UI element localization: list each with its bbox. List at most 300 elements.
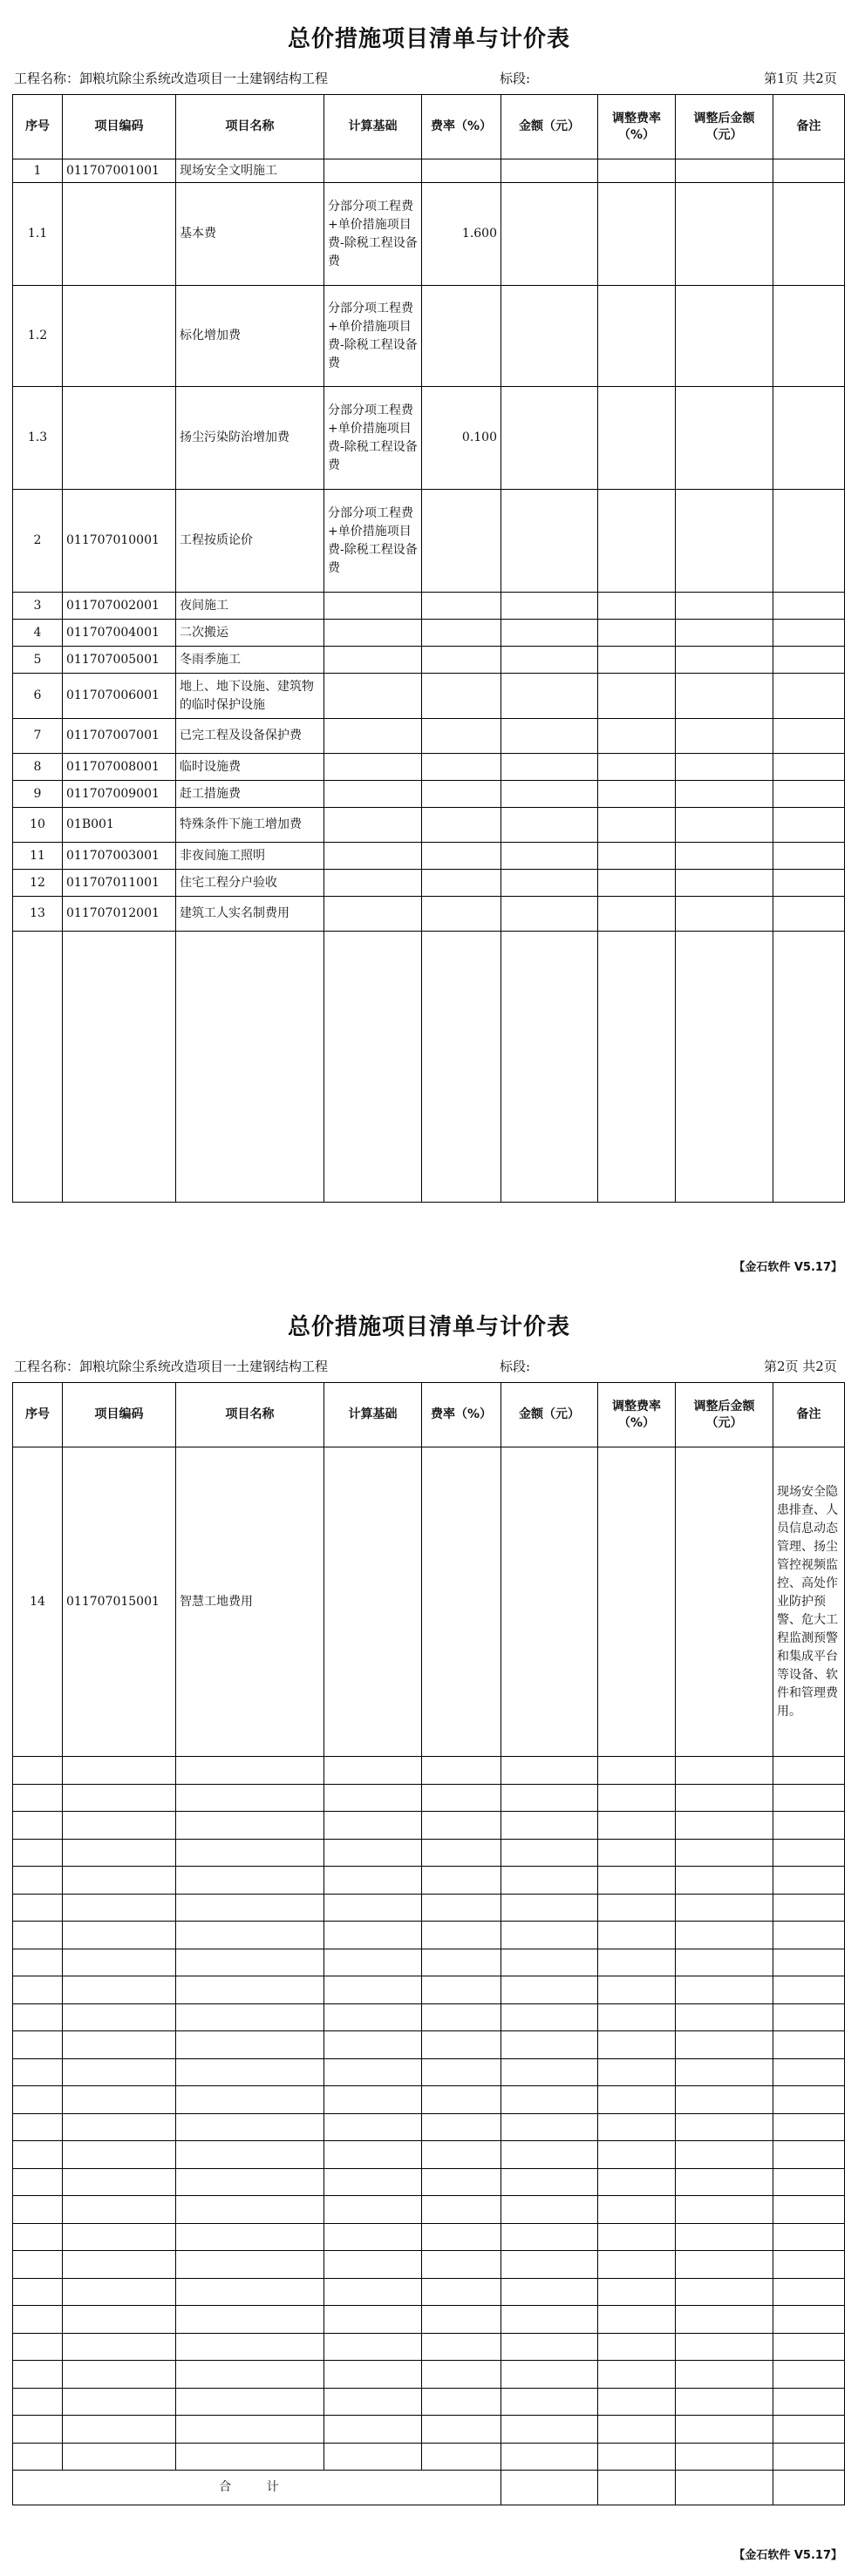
cell-no: 12 [13, 870, 63, 897]
table-row [13, 719, 845, 754]
cell-adj-amount [676, 183, 773, 286]
cell-amount [501, 719, 598, 754]
cell-name: 扬尘污染防治增加费 [176, 387, 324, 490]
page-title: 总价措施项目清单与计价表 [287, 26, 570, 52]
cell-base [324, 2141, 422, 2169]
cell-name: 住宅工程分户验收 [176, 870, 324, 897]
cell-adj-amount [676, 1949, 773, 1976]
cell-name: 特殊条件下施工增加费 [176, 808, 324, 843]
project-name: 工程名称：卸粮坑除尘系统改造项目一土建钢结构工程 [14, 1359, 329, 1374]
cell-rate [422, 1447, 501, 1757]
table-row [13, 286, 845, 387]
cell-amount [501, 2388, 598, 2416]
cell-adj-rate [598, 620, 676, 647]
cell-no [13, 2113, 63, 2141]
cell-name [176, 1784, 324, 1812]
col-header-note: 备注 [773, 1383, 845, 1447]
cell-rate [422, 1757, 501, 1785]
cell-rate: 0.100 [422, 387, 501, 490]
cell-amount [501, 2141, 598, 2169]
cell-adj-amount [676, 2306, 773, 2334]
cell-adj-amount [676, 843, 773, 870]
cell-amount [501, 1922, 598, 1949]
cell-base [324, 2361, 422, 2389]
cell-base [324, 2251, 422, 2279]
cell-adj-amount [676, 2361, 773, 2389]
empty-row [13, 2306, 845, 2334]
cell-code: 011707010001 [63, 490, 176, 593]
cell-name: 临时设施费 [176, 754, 324, 781]
empty-row [13, 2003, 845, 2031]
cell-adj-rate [598, 1949, 676, 1976]
cell-adj-rate [598, 286, 676, 387]
cell-name [176, 2113, 324, 2141]
cell-no [13, 2388, 63, 2416]
col-header-base: 计算基础 [324, 95, 422, 159]
cell-amount [501, 2416, 598, 2444]
cell-code: 011707012001 [63, 897, 176, 932]
cell-amount [501, 2471, 598, 2505]
cell-base: 分部分项工程费+单价措施项目费-除税工程设备费 [324, 286, 422, 387]
cell-rate [422, 1839, 501, 1867]
cell-rate [422, 1867, 501, 1895]
table-header-row [13, 1383, 845, 1447]
cell-rate [422, 490, 501, 593]
cell-adj-rate [598, 1976, 676, 2004]
empty-row [13, 2031, 845, 2059]
cell-amount [501, 2058, 598, 2086]
cell-adj-amount [676, 2388, 773, 2416]
table-row [13, 387, 845, 490]
cell-note [773, 2278, 845, 2306]
cell-name [176, 2333, 324, 2361]
cell-adj-amount [676, 620, 773, 647]
cell-rate [422, 2443, 501, 2471]
cell-name: 现场安全文明施工 [176, 159, 324, 183]
cell-adj-rate [598, 1894, 676, 1922]
cell-amount [501, 1757, 598, 1785]
col-header-note: 备注 [773, 95, 845, 159]
cell-name [176, 2223, 324, 2251]
cell-adj-amount [676, 647, 773, 674]
col-header-adj-rate: 调整费率（%） [598, 1383, 676, 1447]
table-row [13, 159, 845, 183]
cell-name [176, 2388, 324, 2416]
cell-adj-rate [598, 2361, 676, 2389]
empty-row [13, 2196, 845, 2224]
col-header-amount: 金额（元） [501, 1383, 598, 1447]
cell-adj-amount [676, 808, 773, 843]
cell-adj-amount [676, 1894, 773, 1922]
cell-amount [501, 490, 598, 593]
cell-base [324, 1976, 422, 2004]
cell-amount [501, 2278, 598, 2306]
cell-code [63, 2141, 176, 2169]
cell-code [63, 2416, 176, 2444]
cell-adj-amount [676, 754, 773, 781]
cell-name: 非夜间施工照明 [176, 843, 324, 870]
cell-amount [501, 286, 598, 387]
cell-note [773, 2361, 845, 2389]
cell-no [13, 2196, 63, 2224]
cell-amount [501, 2443, 598, 2471]
cell-no [13, 2003, 63, 2031]
col-header-name: 项目名称 [176, 95, 324, 159]
cell-no [13, 2141, 63, 2169]
cell-code [63, 183, 176, 286]
cell-adj-rate [598, 674, 676, 719]
cell-code [63, 2443, 176, 2471]
empty-row [13, 2333, 845, 2361]
empty-row [13, 1976, 845, 2004]
measures-table [12, 94, 845, 1203]
cell-amount [501, 2306, 598, 2334]
empty-row [13, 1894, 845, 1922]
empty-row [13, 2443, 845, 2471]
cell-rate [422, 1949, 501, 1976]
cell-adj-amount [676, 1757, 773, 1785]
cell-adj-amount [676, 2333, 773, 2361]
table-row [13, 843, 845, 870]
cell-base [324, 2196, 422, 2224]
cell-note [773, 490, 845, 593]
cell-no [13, 2058, 63, 2086]
cell-amount [501, 870, 598, 897]
cell-rate [422, 647, 501, 674]
cell-name: 地上、地下设施、建筑物的临时保护设施 [176, 674, 324, 719]
cell-name: 智慧工地费用 [176, 1447, 324, 1757]
page-info: 第2页 共2页 [764, 1359, 837, 1374]
table-row [13, 870, 845, 897]
cell-rate [422, 1784, 501, 1812]
cell-rate: 1.600 [422, 183, 501, 286]
cell-adj-rate [598, 2333, 676, 2361]
cell-code [63, 1839, 176, 1867]
cell-adj-amount [676, 1867, 773, 1895]
cell-amount [501, 1812, 598, 1840]
cell-rate [422, 2361, 501, 2389]
table-row [13, 897, 845, 932]
cell-name [176, 1976, 324, 2004]
cell-adj-rate [598, 159, 676, 183]
cell-code: 011707006001 [63, 674, 176, 719]
cell-name [176, 2306, 324, 2334]
empty-row [13, 1757, 845, 1785]
total-row [13, 2471, 845, 2505]
cell-rate [422, 2251, 501, 2279]
cell-adj-amount [676, 1976, 773, 2004]
cell-note [773, 754, 845, 781]
cell-name [176, 2168, 324, 2196]
cell-no: 11 [13, 843, 63, 870]
cell-adj-rate [598, 2306, 676, 2334]
cell-no [13, 1839, 63, 1867]
cell-code: 011707001001 [63, 159, 176, 183]
cell-adj-rate [598, 387, 676, 490]
cell-adj-rate [598, 2471, 676, 2505]
cell-adj-amount [676, 2471, 773, 2505]
cell-name [176, 1812, 324, 1840]
cell-note [773, 1949, 845, 1976]
cell-rate [422, 2113, 501, 2141]
cell-no [13, 2443, 63, 2471]
cell-base: 分部分项工程费+单价措施项目费-除税工程设备费 [324, 183, 422, 286]
cell-no [13, 1894, 63, 1922]
cell-no [13, 2168, 63, 2196]
cell-code [63, 2031, 176, 2059]
cell-adj-amount [676, 2416, 773, 2444]
cell-note [773, 1867, 845, 1895]
cell-rate [422, 2003, 501, 2031]
cell-base [324, 808, 422, 843]
cell-no [13, 2251, 63, 2279]
cell-name: 建筑工人实名制费用 [176, 897, 324, 932]
cell-adj-rate [598, 1839, 676, 1867]
cell-no [13, 932, 63, 1203]
cell-base [324, 1894, 422, 1922]
cell-no: 14 [13, 1447, 63, 1757]
cell-rate [422, 620, 501, 647]
cell-amount [501, 620, 598, 647]
cell-adj-amount [676, 593, 773, 620]
cell-name: 基本费 [176, 183, 324, 286]
cell-adj-rate [598, 2388, 676, 2416]
col-header-amount: 金额（元） [501, 95, 598, 159]
cell-rate [422, 2196, 501, 2224]
empty-row [13, 1922, 845, 1949]
cell-code [63, 2196, 176, 2224]
cell-name [176, 1922, 324, 1949]
cell-adj-amount [676, 870, 773, 897]
cell-amount [501, 647, 598, 674]
cell-rate [422, 2086, 501, 2114]
cell-note [773, 808, 845, 843]
cell-no [13, 2278, 63, 2306]
cell-amount [501, 2361, 598, 2389]
col-header-code: 项目编码 [63, 1383, 176, 1447]
empty-row [13, 2058, 845, 2086]
cell-code [63, 1976, 176, 2004]
page-title: 总价措施项目清单与计价表 [287, 1314, 570, 1340]
cell-adj-amount [676, 387, 773, 490]
cell-adj-amount [676, 490, 773, 593]
cell-rate [422, 2333, 501, 2361]
cell-adj-amount [676, 2031, 773, 2059]
cell-code: 011707005001 [63, 647, 176, 674]
cell-rate [422, 2168, 501, 2196]
cell-note [773, 674, 845, 719]
cell-code [63, 2278, 176, 2306]
cell-note [773, 1922, 845, 1949]
cell-no: 6 [13, 674, 63, 719]
cell-adj-rate [598, 2416, 676, 2444]
cell-adj-rate [598, 647, 676, 674]
cell-no: 1.2 [13, 286, 63, 387]
cell-adj-amount [676, 2278, 773, 2306]
cell-no [13, 1867, 63, 1895]
table-row [13, 183, 845, 286]
cell-adj-rate [598, 1757, 676, 1785]
cell-amount [501, 2196, 598, 2224]
empty-row [13, 2388, 845, 2416]
col-header-base: 计算基础 [324, 1383, 422, 1447]
cell-adj-rate [598, 593, 676, 620]
cell-base [324, 2113, 422, 2141]
cell-note [773, 620, 845, 647]
cell-code [63, 1949, 176, 1976]
cell-adj-rate [598, 2168, 676, 2196]
cell-no: 9 [13, 781, 63, 808]
table-row [13, 620, 845, 647]
cell-no [13, 2223, 63, 2251]
cell-code [63, 1812, 176, 1840]
cell-name [176, 2416, 324, 2444]
col-header-rate: 费率（%） [422, 1383, 501, 1447]
cell-rate [422, 674, 501, 719]
cell-rate [422, 2141, 501, 2169]
cell-adj-rate [598, 183, 676, 286]
cell-no: 10 [13, 808, 63, 843]
cell-adj-amount [676, 1839, 773, 1867]
cell-base [324, 1922, 422, 1949]
cell-code: 011707015001 [63, 1447, 176, 1757]
cell-adj-amount [676, 932, 773, 1203]
cell-note [773, 2471, 845, 2505]
cell-adj-rate [598, 2113, 676, 2141]
cell-adj-amount [676, 1447, 773, 1757]
cell-adj-amount [676, 1812, 773, 1840]
cell-note [773, 2058, 845, 2086]
cell-base [324, 674, 422, 719]
cell-note [773, 932, 845, 1203]
empty-row [13, 2361, 845, 2389]
cell-name: 标化增加费 [176, 286, 324, 387]
cell-base [324, 870, 422, 897]
table-row [13, 781, 845, 808]
cell-adj-rate [598, 2251, 676, 2279]
cell-name [176, 2361, 324, 2389]
cell-adj-rate [598, 719, 676, 754]
col-header-code: 项目编码 [63, 95, 176, 159]
cell-name [176, 2003, 324, 2031]
cell-code [63, 286, 176, 387]
empty-row [13, 1812, 845, 1840]
cell-adj-rate [598, 2031, 676, 2059]
cell-base: 分部分项工程费+单价措施项目费-除税工程设备费 [324, 387, 422, 490]
software-footer: 【金石软件 V5.17】 [733, 1261, 842, 1274]
cell-name [176, 2278, 324, 2306]
cell-note [773, 897, 845, 932]
cell-name: 夜间施工 [176, 593, 324, 620]
cell-base [324, 620, 422, 647]
cell-adj-rate [598, 2196, 676, 2224]
cell-rate [422, 1894, 501, 1922]
cell-no [13, 1949, 63, 1976]
cell-code [63, 2388, 176, 2416]
cell-name [176, 1894, 324, 1922]
cell-adj-amount [676, 2141, 773, 2169]
cell-note: 现场安全隐患排查、人员信息动态管理、扬尘管控视频监控、高处作业防护预警、危大工程监测预警和集成平台等设备、软件和管理费用。 [773, 1447, 845, 1757]
cell-base [324, 2003, 422, 2031]
cell-note [773, 1757, 845, 1785]
cell-base [324, 2416, 422, 2444]
cell-adj-rate [598, 2058, 676, 2086]
cell-note [773, 2306, 845, 2334]
empty-row [13, 2223, 845, 2251]
software-footer: 【金石软件 V5.17】 [733, 2549, 842, 2562]
cell-amount [501, 932, 598, 1203]
cell-adj-rate [598, 808, 676, 843]
cell-note [773, 2223, 845, 2251]
cell-code: 011707002001 [63, 593, 176, 620]
cell-base [324, 843, 422, 870]
cell-no [13, 1922, 63, 1949]
empty-row [13, 1867, 845, 1895]
cell-note [773, 1839, 845, 1867]
cell-code [63, 2003, 176, 2031]
cell-adj-amount [676, 1922, 773, 1949]
cell-code [63, 1867, 176, 1895]
cell-adj-amount [676, 2251, 773, 2279]
cell-note [773, 593, 845, 620]
cell-code [63, 2223, 176, 2251]
cell-note [773, 2031, 845, 2059]
cell-code: 01B001 [63, 808, 176, 843]
cell-note [773, 843, 845, 870]
cell-note [773, 1894, 845, 1922]
cell-name [176, 2058, 324, 2086]
cell-amount [501, 387, 598, 490]
cell-name [176, 2443, 324, 2471]
cell-adj-rate [598, 2003, 676, 2031]
cell-no [13, 1812, 63, 1840]
cell-amount [501, 593, 598, 620]
cell-rate [422, 808, 501, 843]
cell-base [324, 897, 422, 932]
cell-name: 冬雨季施工 [176, 647, 324, 674]
cell-note [773, 159, 845, 183]
col-header-name: 项目名称 [176, 1383, 324, 1447]
cell-adj-amount [676, 2086, 773, 2114]
cell-adj-amount [676, 2058, 773, 2086]
cell-rate [422, 2416, 501, 2444]
cell-rate [422, 2306, 501, 2334]
cell-base [324, 2168, 422, 2196]
cell-rate [422, 897, 501, 932]
cell-adj-rate [598, 2278, 676, 2306]
measures-table [12, 1382, 845, 2505]
cell-amount [501, 1949, 598, 1976]
table-row [13, 647, 845, 674]
cell-name [176, 2086, 324, 2114]
empty-row [13, 1839, 845, 1867]
cell-no [13, 2031, 63, 2059]
cell-adj-rate [598, 870, 676, 897]
cell-no: 1 [13, 159, 63, 183]
cell-no [13, 2361, 63, 2389]
cell-code: 011707008001 [63, 754, 176, 781]
empty-row [13, 2168, 845, 2196]
cell-name: 二次搬运 [176, 620, 324, 647]
cell-base [324, 1757, 422, 1785]
cell-code: 011707003001 [63, 843, 176, 870]
cell-amount [501, 2168, 598, 2196]
empty-row [13, 2086, 845, 2114]
cell-base [324, 781, 422, 808]
section-label: 标段: [500, 1359, 531, 1374]
cell-amount [501, 183, 598, 286]
empty-row [13, 2251, 845, 2279]
